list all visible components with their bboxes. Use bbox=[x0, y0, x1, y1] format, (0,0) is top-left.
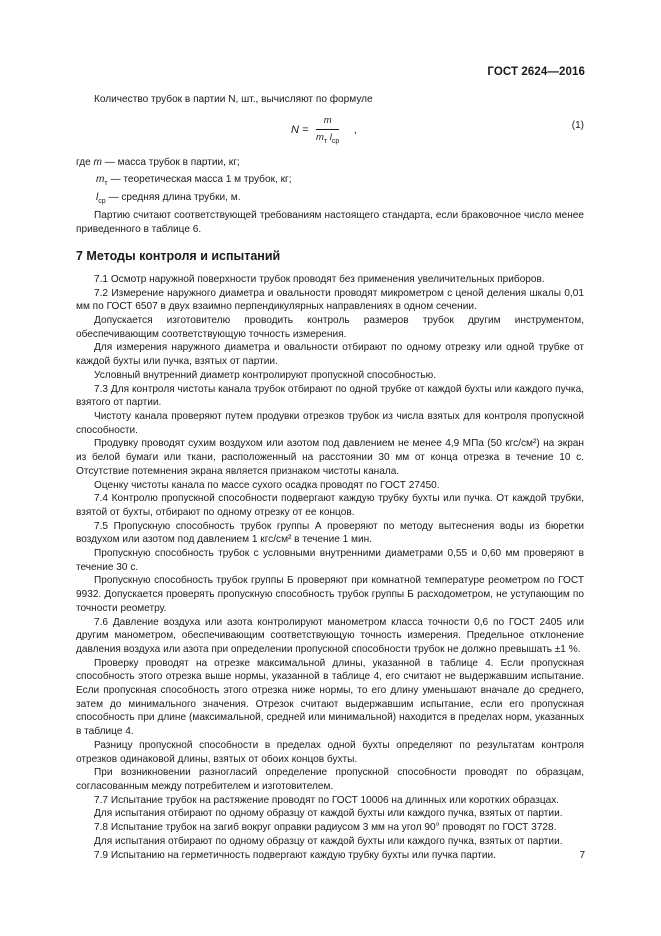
acceptance-paragraph: Партию считают соответствующей требованиям настоящего стандарта, если браковочное число менее приведенного в таблице 6. bbox=[76, 209, 584, 235]
paragraph: 7.8 Испытание трубок на загиб вокруг оправки радиусом 3 мм на угол 90° проводят по ГОСТ 3728. bbox=[94, 822, 557, 834]
den-m-sub: т bbox=[323, 138, 328, 146]
document-body bbox=[76, 93, 584, 862]
paragraph: 7.4 Контролю пропускной способности подвергают каждую трубку бухты или пучка. От каждой трубки, взятой от бухты, отбирают по одному отрезку от ее концов. bbox=[76, 493, 584, 518]
paragraph: Условный внутренний диаметр контролируют пропускной способностью. bbox=[94, 369, 437, 381]
paragraph: Для испытания отбирают по одному образцу от каждой бухты или каждого пучка, взятых от партии. bbox=[94, 808, 563, 820]
paragraph: Чистоту канала проверяют путем продувки отрезков трубок из числа взятых для контроля пропускной способности. bbox=[76, 411, 584, 436]
paragraph: 7.3 Для контроля чистоты канала трубок отбирают по одной трубке от каждой бухты или каждого пучка, взятого от партии. bbox=[76, 383, 584, 409]
where-row: где m — масса трубок в партии, кг; bbox=[76, 156, 240, 168]
paragraph: Для измерения наружного диаметра и овальности отбирают по одному отрезку или одной трубке от каждой бухты или пучка, взятых от партии. bbox=[76, 342, 584, 368]
where-row: $m_т$ — теоретическая масса 1 м трубок, кг; bbox=[96, 174, 292, 188]
paragraph: При возникновении разногласий определение пропускной способности проводят по образцам, согласованным между потребителем и изготовителем. bbox=[76, 767, 584, 792]
formula-1 bbox=[76, 112, 584, 156]
den-l-sub: ср bbox=[331, 138, 340, 146]
den-l: l bbox=[329, 132, 332, 144]
paragraph: Для испытания отбирают по одному образцу от каждой бухты или каждого пучка, взятых от партии. bbox=[94, 835, 563, 847]
paragraph: 7.2 Измерение наружного диаметра и овальности проводят микрометром с ценой деления шкалы 0,01 мм по ГОСТ 6507 в двух взаимно перпендикулярных направлениях в одном сечении. bbox=[76, 287, 584, 313]
where-block bbox=[76, 156, 584, 209]
section-heading: 7 Методы контроля и испытаний bbox=[76, 249, 281, 264]
paragraph: Проверку проводят на отрезке максимальной длины, указанной в таблице 4. Если пропускная способность этого отрезка выше нормы, указанной в таблице 4, его считают не выдержавшим испытание. Если пропускная способность этого отрезка ниже нормы, то его длину уменьшают вначале до среднего, затем до минимального значения. Отрезок считают выдержавшим испытание, если его пропускная способность при длине (максимальной, средней или минимальной) находится в пределах норм, указанных в таблице 4. bbox=[76, 657, 584, 738]
formula-number: (1) bbox=[571, 119, 584, 131]
fraction-bar bbox=[316, 129, 339, 130]
formula-lhs: N = bbox=[291, 123, 309, 136]
paragraph: 7.5 Пропускную способность трубок группы А проверяют по методу вытеснения воды из бюретки воздухом или азотом под давлением 1 кгс/см² в течение 1 мин. bbox=[76, 520, 584, 546]
paragraph: 7.7 Испытание трубок на растяжение проводят по ГОСТ 10006 на длинных или коротких образцах. bbox=[94, 794, 560, 806]
document-header: ГОСТ 2624—2016 bbox=[487, 66, 585, 78]
den-m: m bbox=[316, 132, 324, 144]
paragraph: 7.6 Давление воздуха или азота контролируют манометром класса точности 0,6 по ГОСТ 2405 или другим манометром, обеспечивающим соответствующую точность измерения. Предельное отклонение давления воздуха или азота при определении пропускной способности трубок не должно превышать ±1 %. bbox=[76, 616, 584, 655]
formula-numerator: m bbox=[323, 114, 332, 126]
paragraph: Пропускную способность трубок группы Б проверяют при комнатной температуре реометром по ГОСТ 9932. Допускается проверять пропускную способность трубок группы Б расходометром, не уступающим по точности реометру. bbox=[76, 575, 584, 614]
paragraph: Оценку чистоты канала по массе сухого осадка проводят по ГОСТ 27450. bbox=[94, 479, 440, 491]
paragraph: Разницу пропускной способности в пределах одной бухты определяют по результатам контроля отрезков одинаковой длины, взятых от обоих концов бухты. bbox=[76, 739, 584, 765]
paragraph: 7.1 Осмотр наружной поверхности трубок проводят без применения увеличительных приборов. bbox=[94, 273, 545, 285]
formula-punct: , bbox=[354, 124, 357, 136]
formula-intro: Количество трубок в партии N, шт., вычисляют по формуле bbox=[94, 94, 373, 105]
page-number: 7 bbox=[579, 850, 585, 861]
formula-denominator bbox=[316, 131, 339, 149]
paragraph: Пропускную способность трубок с условными внутренними диаметрами 0,55 и 0,60 мм проверяют в течение 30 с. bbox=[76, 548, 584, 573]
where-row: $l_{ср}$ — средняя длина трубки, м. bbox=[96, 192, 241, 206]
formula-fraction bbox=[316, 114, 339, 149]
paragraph: Допускается изготовителю проводить контроль размеров трубок другим инструментом, обеспечивающим соответствующую точность измерения. bbox=[76, 315, 584, 340]
paragraph: Продувку проводят сухим воздухом или азотом под давлением не менее 4,9 МПа (50 кгс/см²) на экран из белой бумаги или ткани, расположенный на расстоянии 30 мм от конца отрезка в течение 10 с. Отсутствие потемнения экрана является признаком чистоты канала. bbox=[76, 438, 584, 477]
paragraph: 7.9 Испытанию на герметичность подвергают каждую трубку бухты или пучка партии. bbox=[94, 849, 496, 861]
